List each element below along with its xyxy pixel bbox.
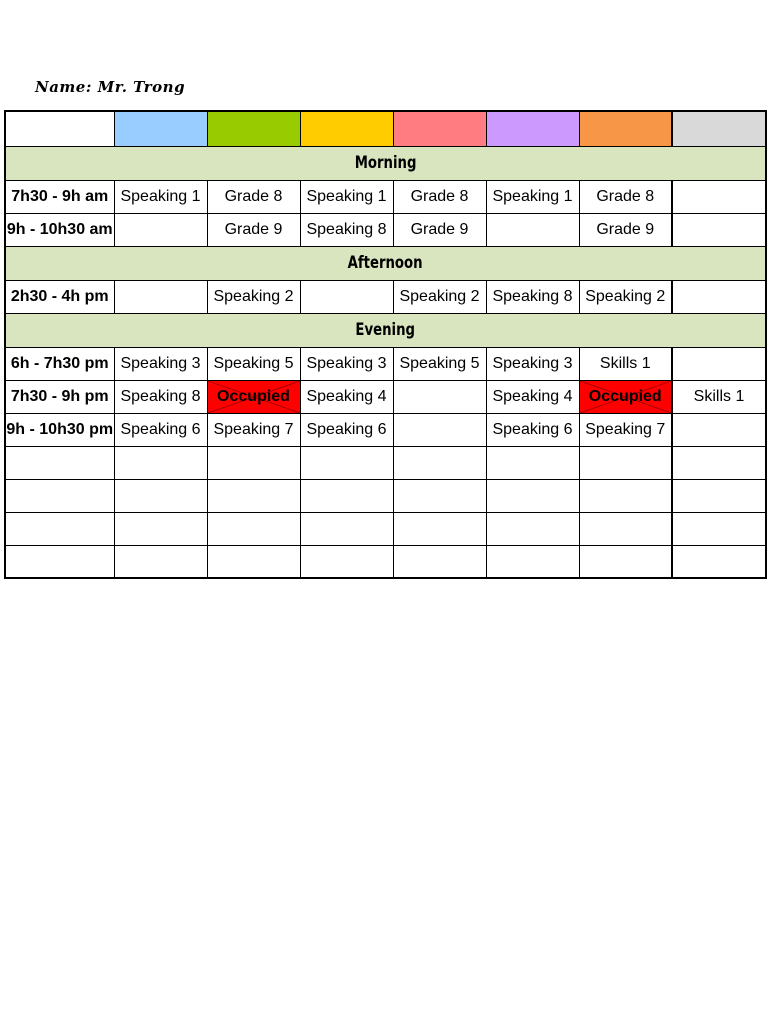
day-color-cell[interactable] — [393, 111, 486, 146]
empty-cell[interactable] — [207, 512, 300, 545]
empty-cell[interactable] — [114, 479, 207, 512]
empty-cell[interactable] — [207, 545, 300, 578]
day-color-cell[interactable] — [114, 111, 207, 146]
empty-cell[interactable] — [300, 446, 393, 479]
day-color-cell[interactable] — [300, 111, 393, 146]
empty-cell[interactable] — [114, 446, 207, 479]
section-header-evening[interactable]: Evening — [5, 313, 766, 347]
table-row — [5, 413, 766, 446]
empty-cell[interactable] — [5, 446, 114, 479]
table-row — [5, 180, 766, 213]
section-header-morning[interactable]: Morning — [5, 146, 766, 180]
day-color-cell[interactable] — [579, 111, 672, 146]
section-row-evening — [5, 313, 766, 347]
class-cell[interactable]: Speaking 2 — [207, 280, 300, 313]
class-cell[interactable]: Speaking 1 — [300, 180, 393, 213]
class-cell[interactable]: Skills 1 — [672, 380, 766, 413]
header-blank-cell[interactable] — [5, 111, 114, 146]
empty-cell[interactable] — [393, 545, 486, 578]
time-slot-cell[interactable]: 9h - 10h30 am — [5, 213, 114, 246]
class-cell[interactable]: Grade 9 — [393, 213, 486, 246]
occupied-label: Occupied — [217, 387, 290, 405]
class-cell[interactable]: Speaking 3 — [486, 347, 579, 380]
empty-cell[interactable] — [486, 213, 579, 246]
empty-cell[interactable] — [114, 280, 207, 313]
empty-cell[interactable] — [486, 512, 579, 545]
empty-cell[interactable] — [672, 180, 766, 213]
table-row — [5, 380, 766, 413]
class-cell[interactable]: Speaking 7 — [207, 413, 300, 446]
empty-cell[interactable] — [207, 479, 300, 512]
empty-cell[interactable] — [393, 413, 486, 446]
empty-cell[interactable] — [672, 280, 766, 313]
empty-cell[interactable] — [672, 446, 766, 479]
day-color-cell[interactable] — [672, 111, 766, 146]
day-color-cell[interactable] — [207, 111, 300, 146]
empty-row — [5, 446, 766, 479]
section-row-morning — [5, 146, 766, 180]
time-slot-cell[interactable]: 7h30 - 9h pm — [5, 380, 114, 413]
empty-cell[interactable] — [114, 512, 207, 545]
empty-row — [5, 512, 766, 545]
empty-cell[interactable] — [486, 446, 579, 479]
empty-cell[interactable] — [300, 512, 393, 545]
empty-cell[interactable] — [579, 545, 672, 578]
occupied-cell[interactable] — [579, 380, 672, 413]
empty-cell[interactable] — [393, 446, 486, 479]
class-cell[interactable]: Grade 8 — [579, 180, 672, 213]
class-cell[interactable]: Speaking 4 — [486, 380, 579, 413]
time-slot-cell[interactable]: 7h30 - 9h am — [5, 180, 114, 213]
class-cell[interactable]: Speaking 5 — [393, 347, 486, 380]
class-cell[interactable]: Grade 9 — [579, 213, 672, 246]
class-cell[interactable]: Skills 1 — [579, 347, 672, 380]
time-slot-cell[interactable]: 2h30 - 4h pm — [5, 280, 114, 313]
class-cell[interactable]: Speaking 6 — [114, 413, 207, 446]
empty-cell[interactable] — [672, 213, 766, 246]
empty-cell[interactable] — [5, 479, 114, 512]
class-cell[interactable]: Speaking 8 — [486, 280, 579, 313]
schedule-table — [4, 110, 767, 579]
class-cell[interactable]: Grade 8 — [393, 180, 486, 213]
class-cell[interactable]: Speaking 6 — [486, 413, 579, 446]
class-cell[interactable]: Speaking 3 — [114, 347, 207, 380]
empty-cell[interactable] — [579, 479, 672, 512]
empty-cell[interactable] — [672, 512, 766, 545]
empty-cell[interactable] — [5, 512, 114, 545]
occupied-label: Occupied — [588, 387, 662, 405]
empty-cell[interactable] — [300, 545, 393, 578]
class-cell[interactable]: Speaking 8 — [300, 213, 393, 246]
class-cell[interactable]: Speaking 7 — [579, 413, 672, 446]
table-row — [5, 347, 766, 380]
class-cell[interactable]: Grade 9 — [207, 213, 300, 246]
time-slot-cell[interactable]: 6h - 7h30 pm — [5, 347, 114, 380]
class-cell[interactable]: Speaking 6 — [300, 413, 393, 446]
empty-cell[interactable] — [672, 479, 766, 512]
empty-cell[interactable] — [672, 347, 766, 380]
time-slot-cell[interactable]: 9h - 10h30 pm — [5, 413, 114, 446]
class-cell[interactable]: Speaking 3 — [300, 347, 393, 380]
class-cell[interactable]: Speaking 8 — [114, 380, 207, 413]
empty-cell[interactable] — [114, 545, 207, 578]
table-row — [5, 213, 766, 246]
class-cell[interactable]: Speaking 1 — [486, 180, 579, 213]
teacher-name: Name: Mr. Trong — [35, 78, 186, 96]
empty-cell[interactable] — [5, 545, 114, 578]
empty-cell[interactable] — [486, 479, 579, 512]
empty-cell[interactable] — [393, 512, 486, 545]
empty-cell[interactable] — [579, 446, 672, 479]
class-cell[interactable]: Speaking 2 — [579, 280, 672, 313]
empty-cell[interactable] — [300, 280, 393, 313]
empty-cell[interactable] — [486, 545, 579, 578]
table-row — [5, 280, 766, 313]
class-cell[interactable]: Speaking 2 — [393, 280, 486, 313]
empty-cell[interactable] — [207, 446, 300, 479]
class-cell[interactable]: Speaking 1 — [114, 180, 207, 213]
empty-cell[interactable] — [393, 380, 486, 413]
section-row-afternoon — [5, 246, 766, 280]
class-cell[interactable]: Speaking 5 — [207, 347, 300, 380]
empty-row — [5, 479, 766, 512]
day-color-cell[interactable] — [486, 111, 579, 146]
class-cell[interactable]: Grade 8 — [207, 180, 300, 213]
empty-cell[interactable] — [300, 479, 393, 512]
empty-cell[interactable] — [579, 512, 672, 545]
day-color-header-row — [5, 111, 766, 146]
empty-cell[interactable] — [672, 545, 766, 578]
empty-row — [5, 545, 766, 578]
empty-cell[interactable] — [393, 479, 486, 512]
section-header-afternoon[interactable]: Afternoon — [5, 246, 766, 280]
empty-cell[interactable] — [114, 213, 207, 246]
class-cell[interactable]: Speaking 4 — [300, 380, 393, 413]
occupied-cell[interactable] — [207, 380, 300, 413]
empty-cell[interactable] — [672, 413, 766, 446]
